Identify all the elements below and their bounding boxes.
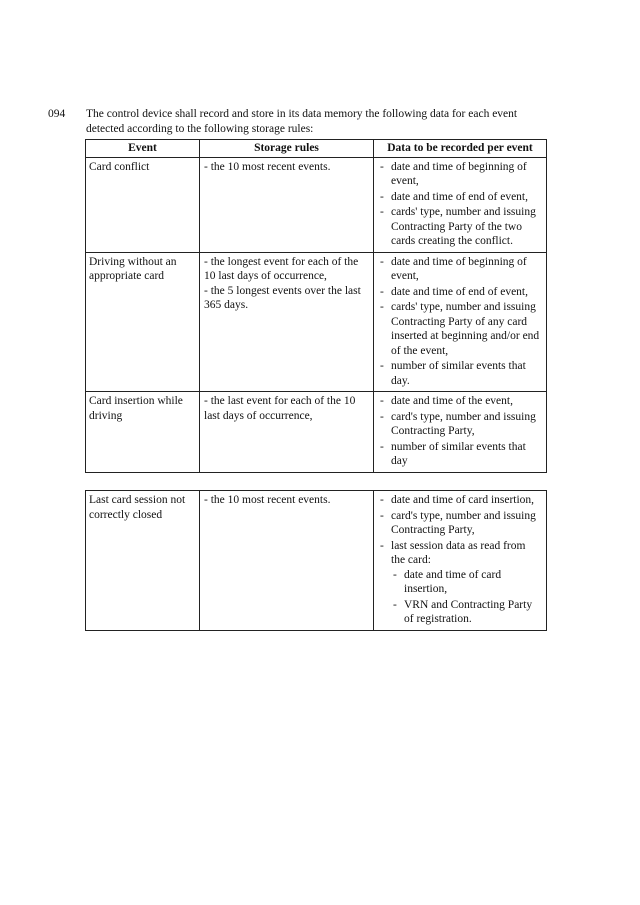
data-cell (374, 491, 547, 631)
data-item: - date and time of end of event, (378, 190, 542, 205)
header-data-recorded: Data to be recorded per event (374, 140, 547, 158)
data-item: - cards' type, number and issuing Contracting Party of the two cards creating the conflict. (378, 205, 542, 249)
storage-rule: - the last event for each of the 10 last days of occurrence, (204, 395, 356, 422)
table-row (86, 392, 547, 473)
data-item: - number of similar events that day (378, 440, 542, 469)
data-item-text: last session data as read from the card: (391, 539, 526, 566)
storage-cell (200, 491, 374, 631)
paragraph-text: The control device shall record and store in its data memory the following data for each event detected according to the following storage rules: (86, 108, 518, 135)
table-row (86, 157, 547, 252)
header-event: Event (86, 140, 200, 158)
data-item: - number of similar events that day. (378, 359, 542, 388)
data-item: - date and time of beginning of event, (378, 255, 542, 284)
data-cell (374, 392, 547, 473)
event-cell: Card insertion while driving (86, 392, 200, 473)
storage-rule: - the 10 most recent events. (204, 494, 331, 506)
storage-cell (200, 157, 374, 252)
event-storage-table-continued (85, 490, 547, 631)
data-item (378, 539, 542, 627)
storage-rule: - the longest event for each of the 10 last days of occurrence, (204, 255, 359, 282)
storage-cell (200, 252, 374, 392)
data-item: - card's type, number and issuing Contracting Party, (378, 410, 542, 439)
event-storage-table (85, 139, 547, 473)
data-item: - date and time of card insertion, (378, 493, 542, 508)
data-item: - date and time of beginning of event, (378, 160, 542, 189)
storage-cell (200, 392, 374, 473)
data-cell (374, 157, 547, 252)
data-subitem: - VRN and Contracting Party of registration. (391, 598, 542, 627)
table-header-row (86, 140, 547, 158)
data-item: - date and time of the event, (378, 394, 542, 409)
data-cell (374, 252, 547, 392)
table-row (86, 252, 547, 392)
event-cell: Card conflict (86, 157, 200, 252)
data-item: - card's type, number and issuing Contracting Party, (378, 509, 542, 538)
header-storage-rules: Storage rules (200, 140, 374, 158)
paragraph-number: 094 (48, 108, 66, 120)
storage-rule: - the 10 most recent events. (204, 160, 331, 173)
table-row (86, 491, 547, 631)
data-item: - cards' type, number and issuing Contracting Party of any card inserted at beginning and/or end of the event, (378, 300, 542, 358)
event-cell: Driving without an appropriate card (86, 252, 200, 392)
data-subitem: - date and time of card insertion, (391, 568, 542, 597)
event-cell: Last card session not correctly closed (86, 491, 200, 631)
storage-rule: - the 5 longest events over the last 365 days. (204, 284, 361, 311)
data-item: - date and time of end of event, (378, 285, 542, 300)
